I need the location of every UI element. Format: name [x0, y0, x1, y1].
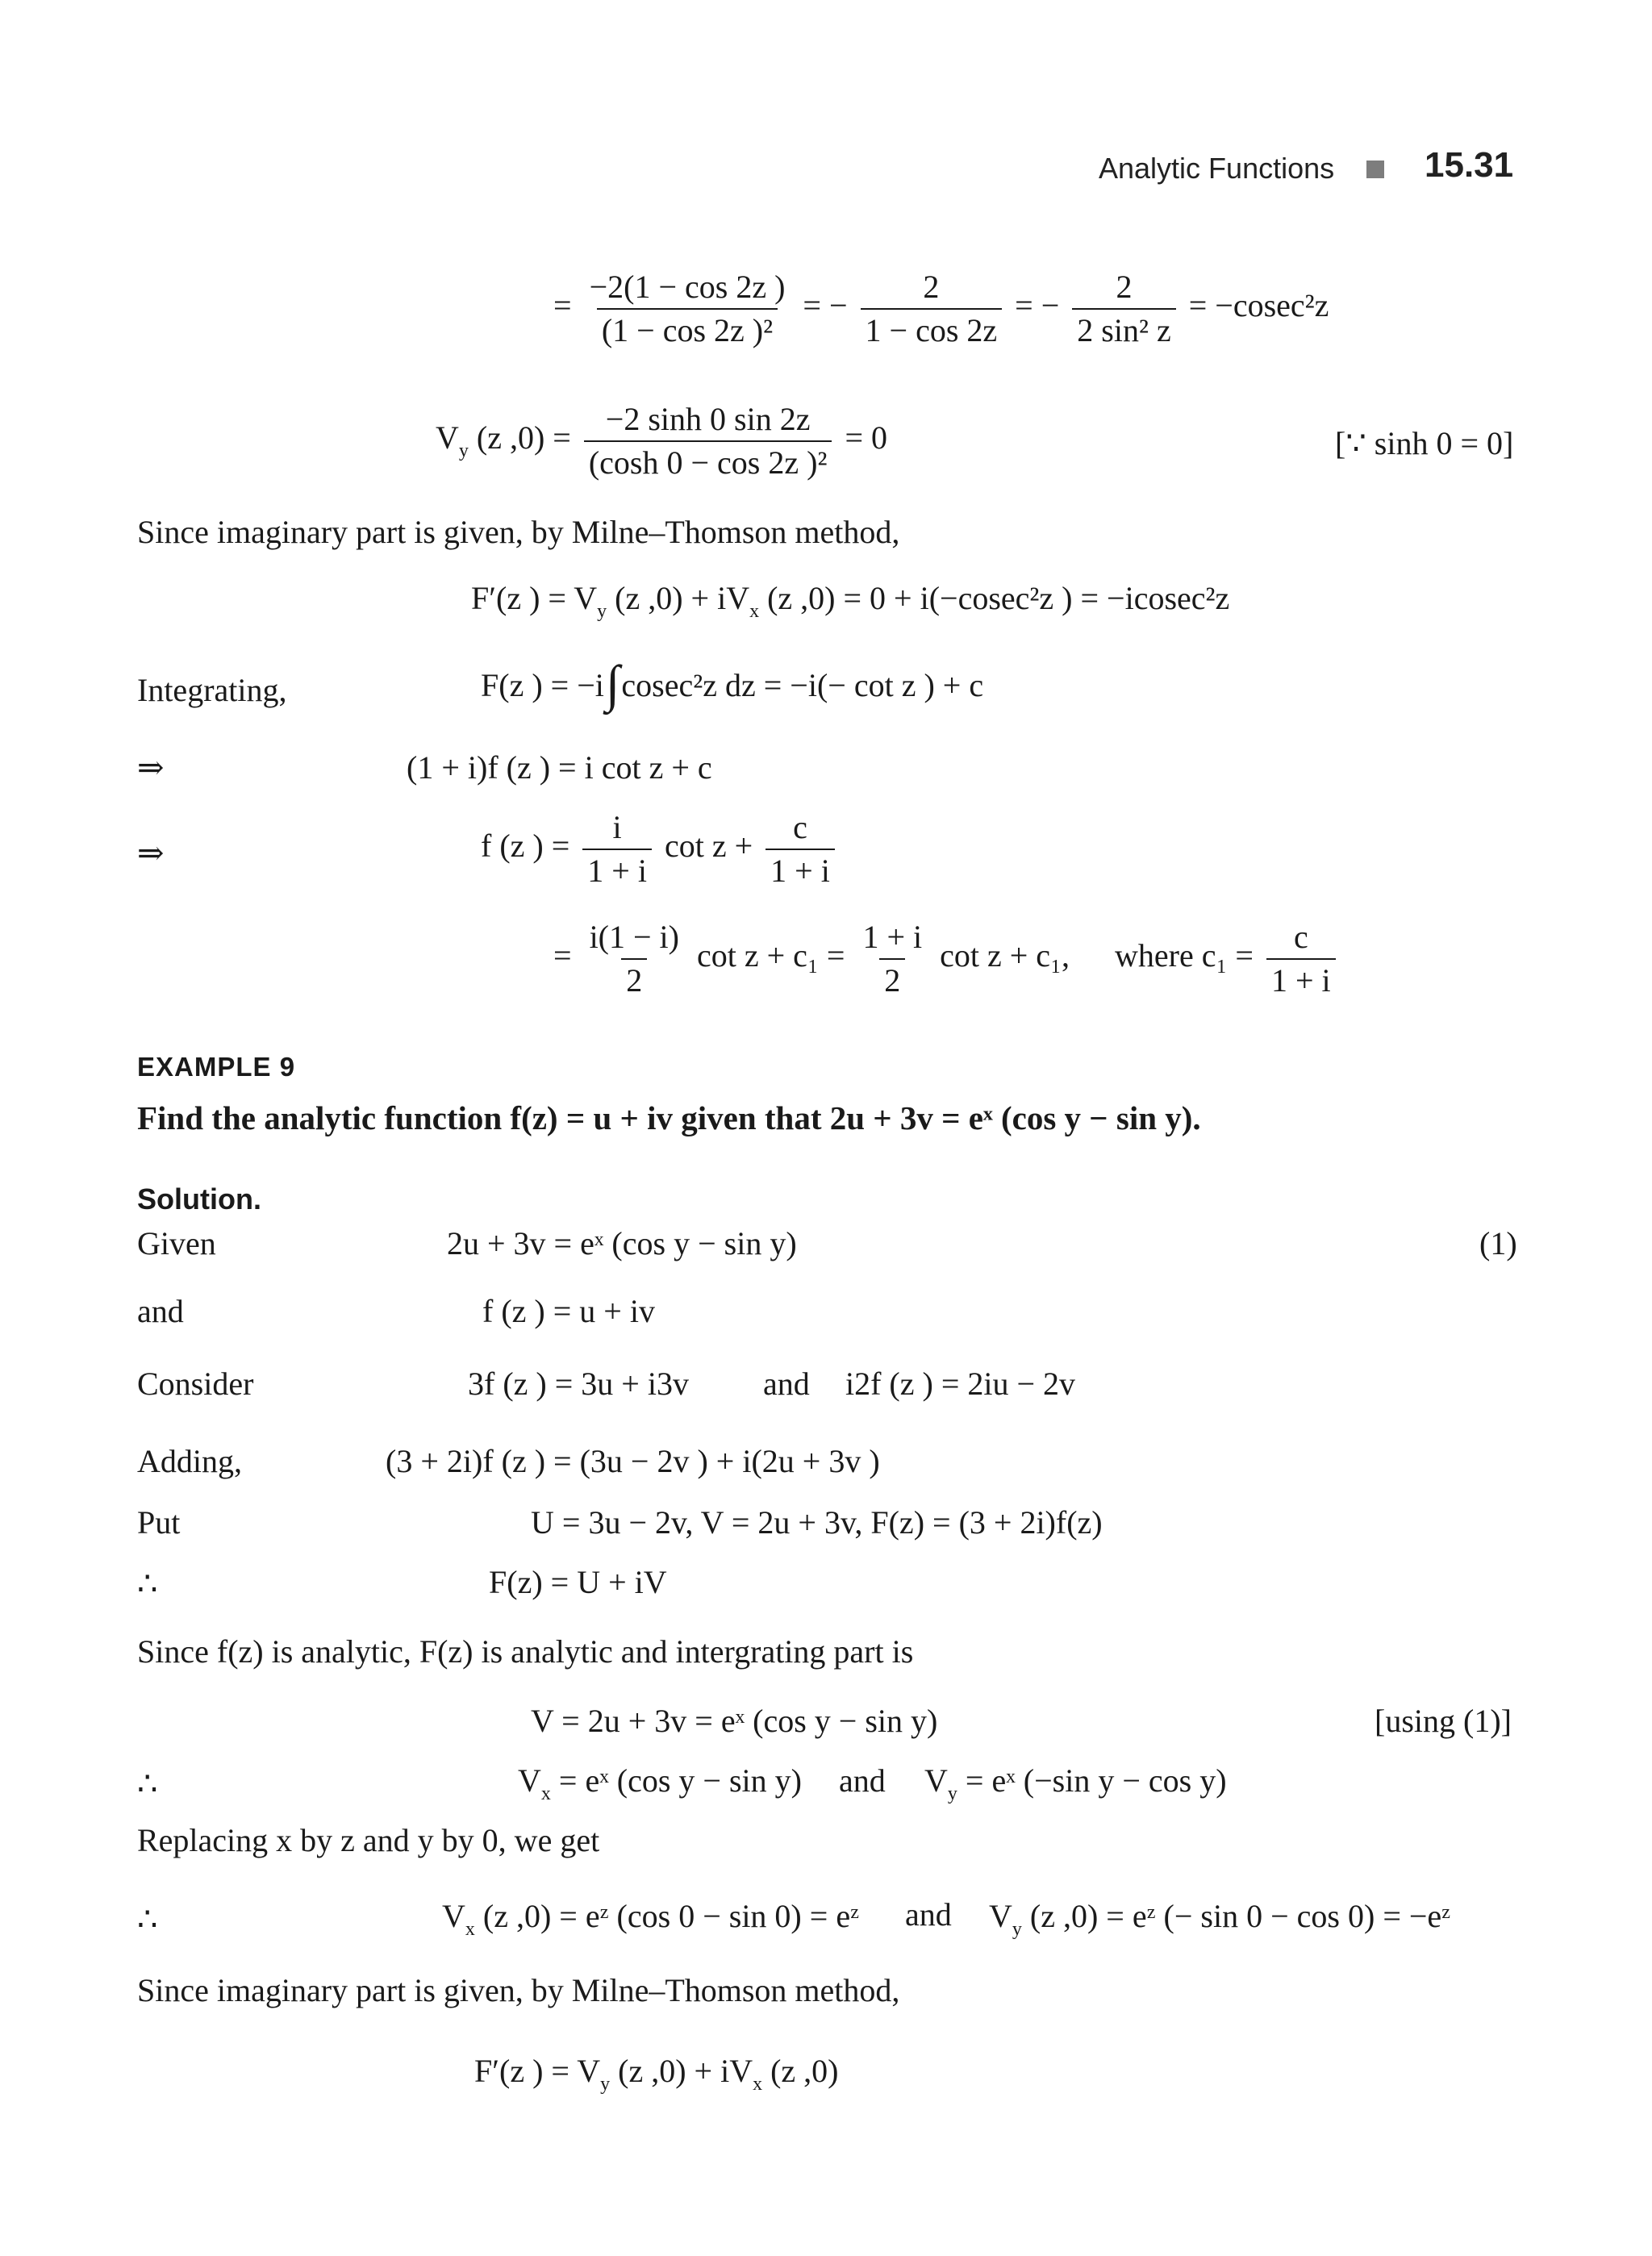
- and-text: and: [905, 1896, 952, 1933]
- eq-sign: =: [553, 287, 572, 324]
- equation-adding: (3 + 2i)f (z ) = (3u − 2v ) + i(2u + 3v ): [386, 1443, 880, 1479]
- eq-result: = 0: [845, 419, 887, 457]
- running-head-title: Analytic Functions: [1099, 152, 1335, 185]
- fraction-denominator: 2 sin² z: [1072, 308, 1175, 348]
- therefore-symbol: ∴: [137, 1901, 158, 1937]
- equation-given: 2u + 3v = eˣ (cos y − sin y): [447, 1225, 797, 1261]
- implies-symbol: ⇒: [137, 835, 165, 871]
- fraction-numerator: 2: [923, 269, 940, 305]
- header-square-icon: [1366, 161, 1384, 178]
- equation-integral: [481, 655, 984, 712]
- fraction-denominator: 1 + i: [582, 849, 652, 889]
- and-text: and: [763, 1366, 810, 1402]
- equation-f-z-simplified: [553, 919, 1070, 999]
- implies-symbol: ⇒: [137, 749, 165, 786]
- fraction-3: [1072, 269, 1175, 348]
- fraction-denominator: 1 + i: [1266, 958, 1336, 999]
- fraction-i-1minusi-over-2: [585, 919, 684, 999]
- equation-note-sinh: [∵ sinh 0 = 0]: [1335, 425, 1514, 461]
- eq-sign: = −: [1015, 287, 1060, 324]
- equation-F-U-iV: F(z) = U + iV: [489, 1564, 667, 1600]
- fraction-numerator: i: [612, 809, 622, 845]
- eq-result: = −cosec²z: [1188, 287, 1329, 324]
- therefore-symbol: ∴: [137, 1766, 158, 1802]
- equation-Vy: $V_y$ = eˣ (−sin y − cos y): [924, 1762, 1227, 1804]
- fraction-denominator: 2: [621, 958, 647, 999]
- fraction-1plusi-over-2: [857, 919, 927, 999]
- label-consider: Consider: [137, 1366, 254, 1402]
- fraction-i-over-1plusi: [582, 810, 652, 889]
- eq-sign: = −: [803, 287, 848, 324]
- equation-tag-1: (1): [1479, 1225, 1517, 1261]
- fraction-1: [585, 269, 791, 348]
- body-text-analytic: Since f(z) is analytic, F(z) is analytic and intergrating part is: [137, 1633, 914, 1670]
- fraction-denominator: 2: [879, 958, 905, 999]
- example-question: Find the analytic function f(z) = u + iv given that 2u + 3v = eˣ (cos y − sin y).: [137, 1099, 1201, 1136]
- equation-note-using-1: [using (1)]: [1375, 1703, 1512, 1739]
- equation-F-prime: F′(z ) = $V_y$ (z $,0) + iV_x$ (z ,0) = 0 + i(−cosec²z ) = −icosec²z: [471, 580, 1230, 622]
- fraction-denominator: 1 + i: [766, 849, 835, 889]
- fraction-numerator: c: [793, 809, 807, 845]
- body-text-replacing: Replacing x by z and y by 0, we get: [137, 1822, 600, 1858]
- eq-middle: cot z + c₁ =: [697, 937, 845, 974]
- equation-F-prime-2: F′(z ) = $V_y$ (z $,0) + iV_x$ (z ,0): [474, 2053, 839, 2095]
- equation-Vy-z0: $V_y$ (z ,0) = eᶻ (− sin 0 − cos 0) = −eᶻ: [989, 1898, 1451, 1940]
- eq-middle: cot z +: [664, 828, 753, 865]
- body-text-milne-thomson: Since imaginary part is given, by Milne–Thomson method,: [137, 514, 900, 550]
- eq-lhs: f (z ) =: [481, 828, 570, 865]
- eq-lhs: F(z ) = −i: [481, 667, 604, 703]
- label-and: and: [137, 1293, 184, 1329]
- eq-tail: cot z + c₁,: [940, 937, 1070, 974]
- body-text-milne-thomson-2: Since imaginary part is given, by Milne–Thomson method,: [137, 1972, 900, 2008]
- fraction-c-over-1plusi: [1266, 919, 1336, 999]
- fraction-vy: [584, 402, 832, 481]
- therefore-symbol: ∴: [137, 1566, 158, 1602]
- where-text: where c₁ =: [1115, 937, 1254, 974]
- label-adding: Adding,: [137, 1443, 242, 1479]
- equation-i2f: i2f (z ) = 2iu − 2v: [845, 1366, 1076, 1402]
- fraction-denominator: (cosh 0 − cos 2z )²: [584, 440, 832, 481]
- fraction-numerator: i(1 − i): [589, 919, 679, 955]
- equation-f-z: [481, 810, 840, 889]
- equation-1plusi-f: (1 + i)f (z ) = i cot z + c: [407, 749, 712, 786]
- equation-vy-z0: [436, 402, 887, 481]
- solution-label: Solution.: [137, 1182, 261, 1216]
- label-given: Given: [137, 1225, 216, 1261]
- equation-V: V = 2u + 3v = eˣ (cos y − sin y): [531, 1703, 938, 1739]
- equation-cosec-chain: [553, 269, 1329, 348]
- fraction-numerator: −2(1 − cos 2z ): [589, 269, 786, 305]
- example-label: EXAMPLE 9: [137, 1052, 296, 1082]
- equation-put: U = 3u − 2v, V = 2u + 3v, F(z) = (3 + 2i)f(z): [531, 1504, 1103, 1541]
- label-put: Put: [137, 1504, 181, 1541]
- fraction-numerator: −2 sinh 0 sin 2z: [605, 401, 811, 437]
- equation-Vx-z0: $V_x$ (z ,0) = eᶻ (cos 0 − sin 0) = eᶻ: [442, 1898, 860, 1940]
- fraction-numerator: 1 + i: [862, 919, 923, 955]
- fraction-denominator: (1 − cos 2z )²: [597, 308, 778, 348]
- fraction-2: [861, 269, 1003, 348]
- fraction-c-over-1plusi: [766, 810, 835, 889]
- equation-Vx: $V_x$ = eˣ (cos y − sin y): [518, 1762, 802, 1804]
- fraction-numerator: 2: [1116, 269, 1133, 305]
- eq-lhs: $V_y$ (z ,0) =: [436, 419, 571, 462]
- label-integrating: Integrating,: [137, 672, 287, 708]
- equation-f-u-iv: f (z ) = u + iv: [482, 1293, 655, 1329]
- eq-sign: =: [553, 937, 572, 974]
- page-number: 15.31: [1425, 145, 1514, 185]
- eq-rhs: cosec²z dz = −i(− cot z ) + c: [621, 667, 984, 703]
- and-text: and: [839, 1762, 886, 1799]
- fraction-denominator: 1 − cos 2z: [861, 308, 1003, 348]
- equation-where-c1: [1115, 919, 1341, 999]
- equation-3f: 3f (z ) = 3u + i3v: [468, 1366, 689, 1402]
- fraction-numerator: c: [1293, 919, 1308, 955]
- integral-sign-icon: ∫: [605, 655, 620, 712]
